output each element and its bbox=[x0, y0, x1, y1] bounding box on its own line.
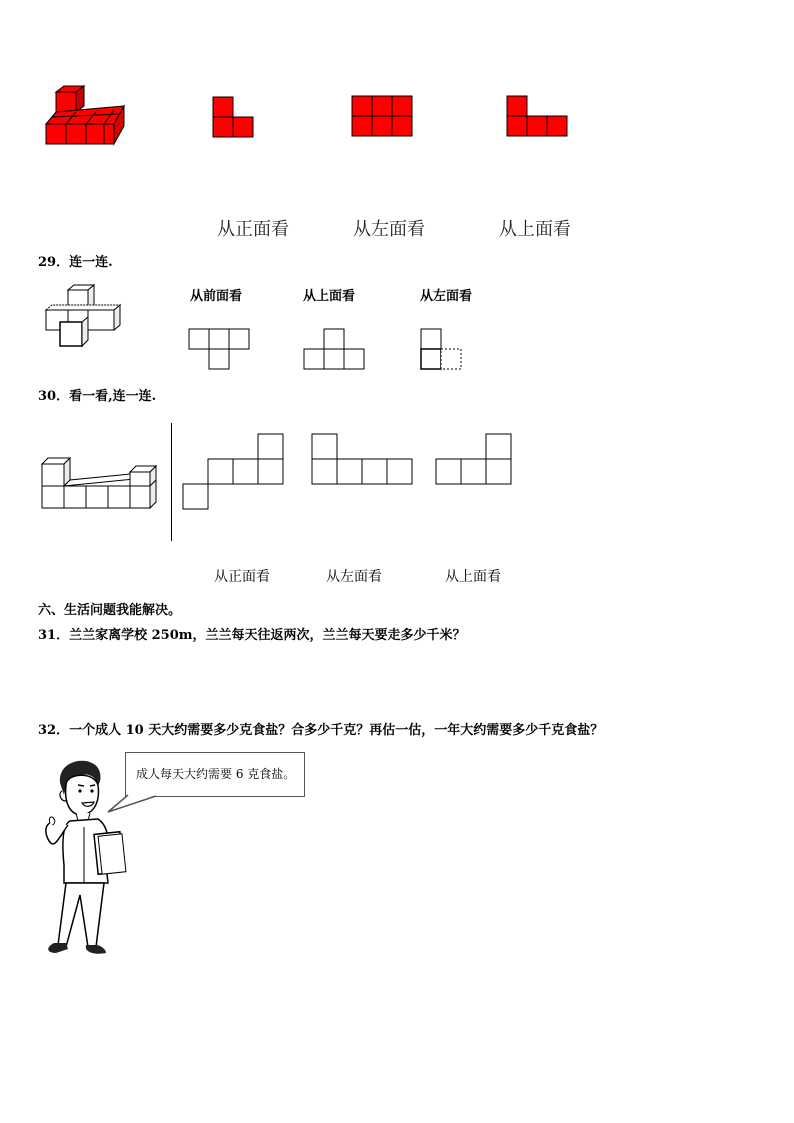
q29-label-left: 从左面看 bbox=[420, 289, 473, 304]
red-view-l-shape bbox=[210, 94, 270, 154]
q29-view-l-shape[interactable] bbox=[420, 328, 470, 378]
q30-cube-figure bbox=[40, 456, 160, 516]
q29-view-t-shape[interactable] bbox=[188, 328, 258, 378]
q30-view-option-1[interactable] bbox=[182, 433, 292, 523]
q29-title: 29．连一连. bbox=[38, 255, 113, 270]
man-illustration bbox=[40, 755, 150, 975]
q29-cube-figure bbox=[42, 284, 142, 354]
red-view-long-l bbox=[505, 94, 575, 144]
q30-label-top: 从上面看 bbox=[445, 569, 501, 585]
view-label-left: 从左面看 bbox=[353, 219, 425, 240]
red-view-rectangle bbox=[350, 94, 420, 144]
q30-label-front: 从正面看 bbox=[214, 569, 270, 585]
q30-label-left: 从左面看 bbox=[326, 569, 382, 585]
q29-view-inverted-t[interactable] bbox=[303, 328, 373, 378]
divider-line bbox=[171, 423, 172, 541]
q29-label-top: 从上面看 bbox=[303, 289, 356, 304]
q30-view-option-2[interactable] bbox=[311, 433, 421, 493]
q29-label-front: 从前面看 bbox=[190, 289, 243, 304]
q31-text: 31．兰兰家离学校 250m，兰兰每天往返两次，兰兰每天要走多少千米？ bbox=[38, 628, 466, 643]
section6-title: 六、生活问题我能解决。 bbox=[38, 603, 182, 618]
q30-view-option-3[interactable] bbox=[435, 433, 525, 493]
view-label-front: 从正面看 bbox=[217, 219, 289, 240]
speech-bubble: 成人每天大约需要 6 克食盐。 bbox=[125, 752, 305, 797]
view-label-top: 从上面看 bbox=[499, 219, 571, 240]
q32-text: 32．一个成人 10 天大约需要多少克食盐？合多少千克？再估一估，一年大约需要多少千克食盐？ bbox=[38, 723, 604, 738]
q30-title: 30．看一看,连一连. bbox=[38, 389, 157, 404]
